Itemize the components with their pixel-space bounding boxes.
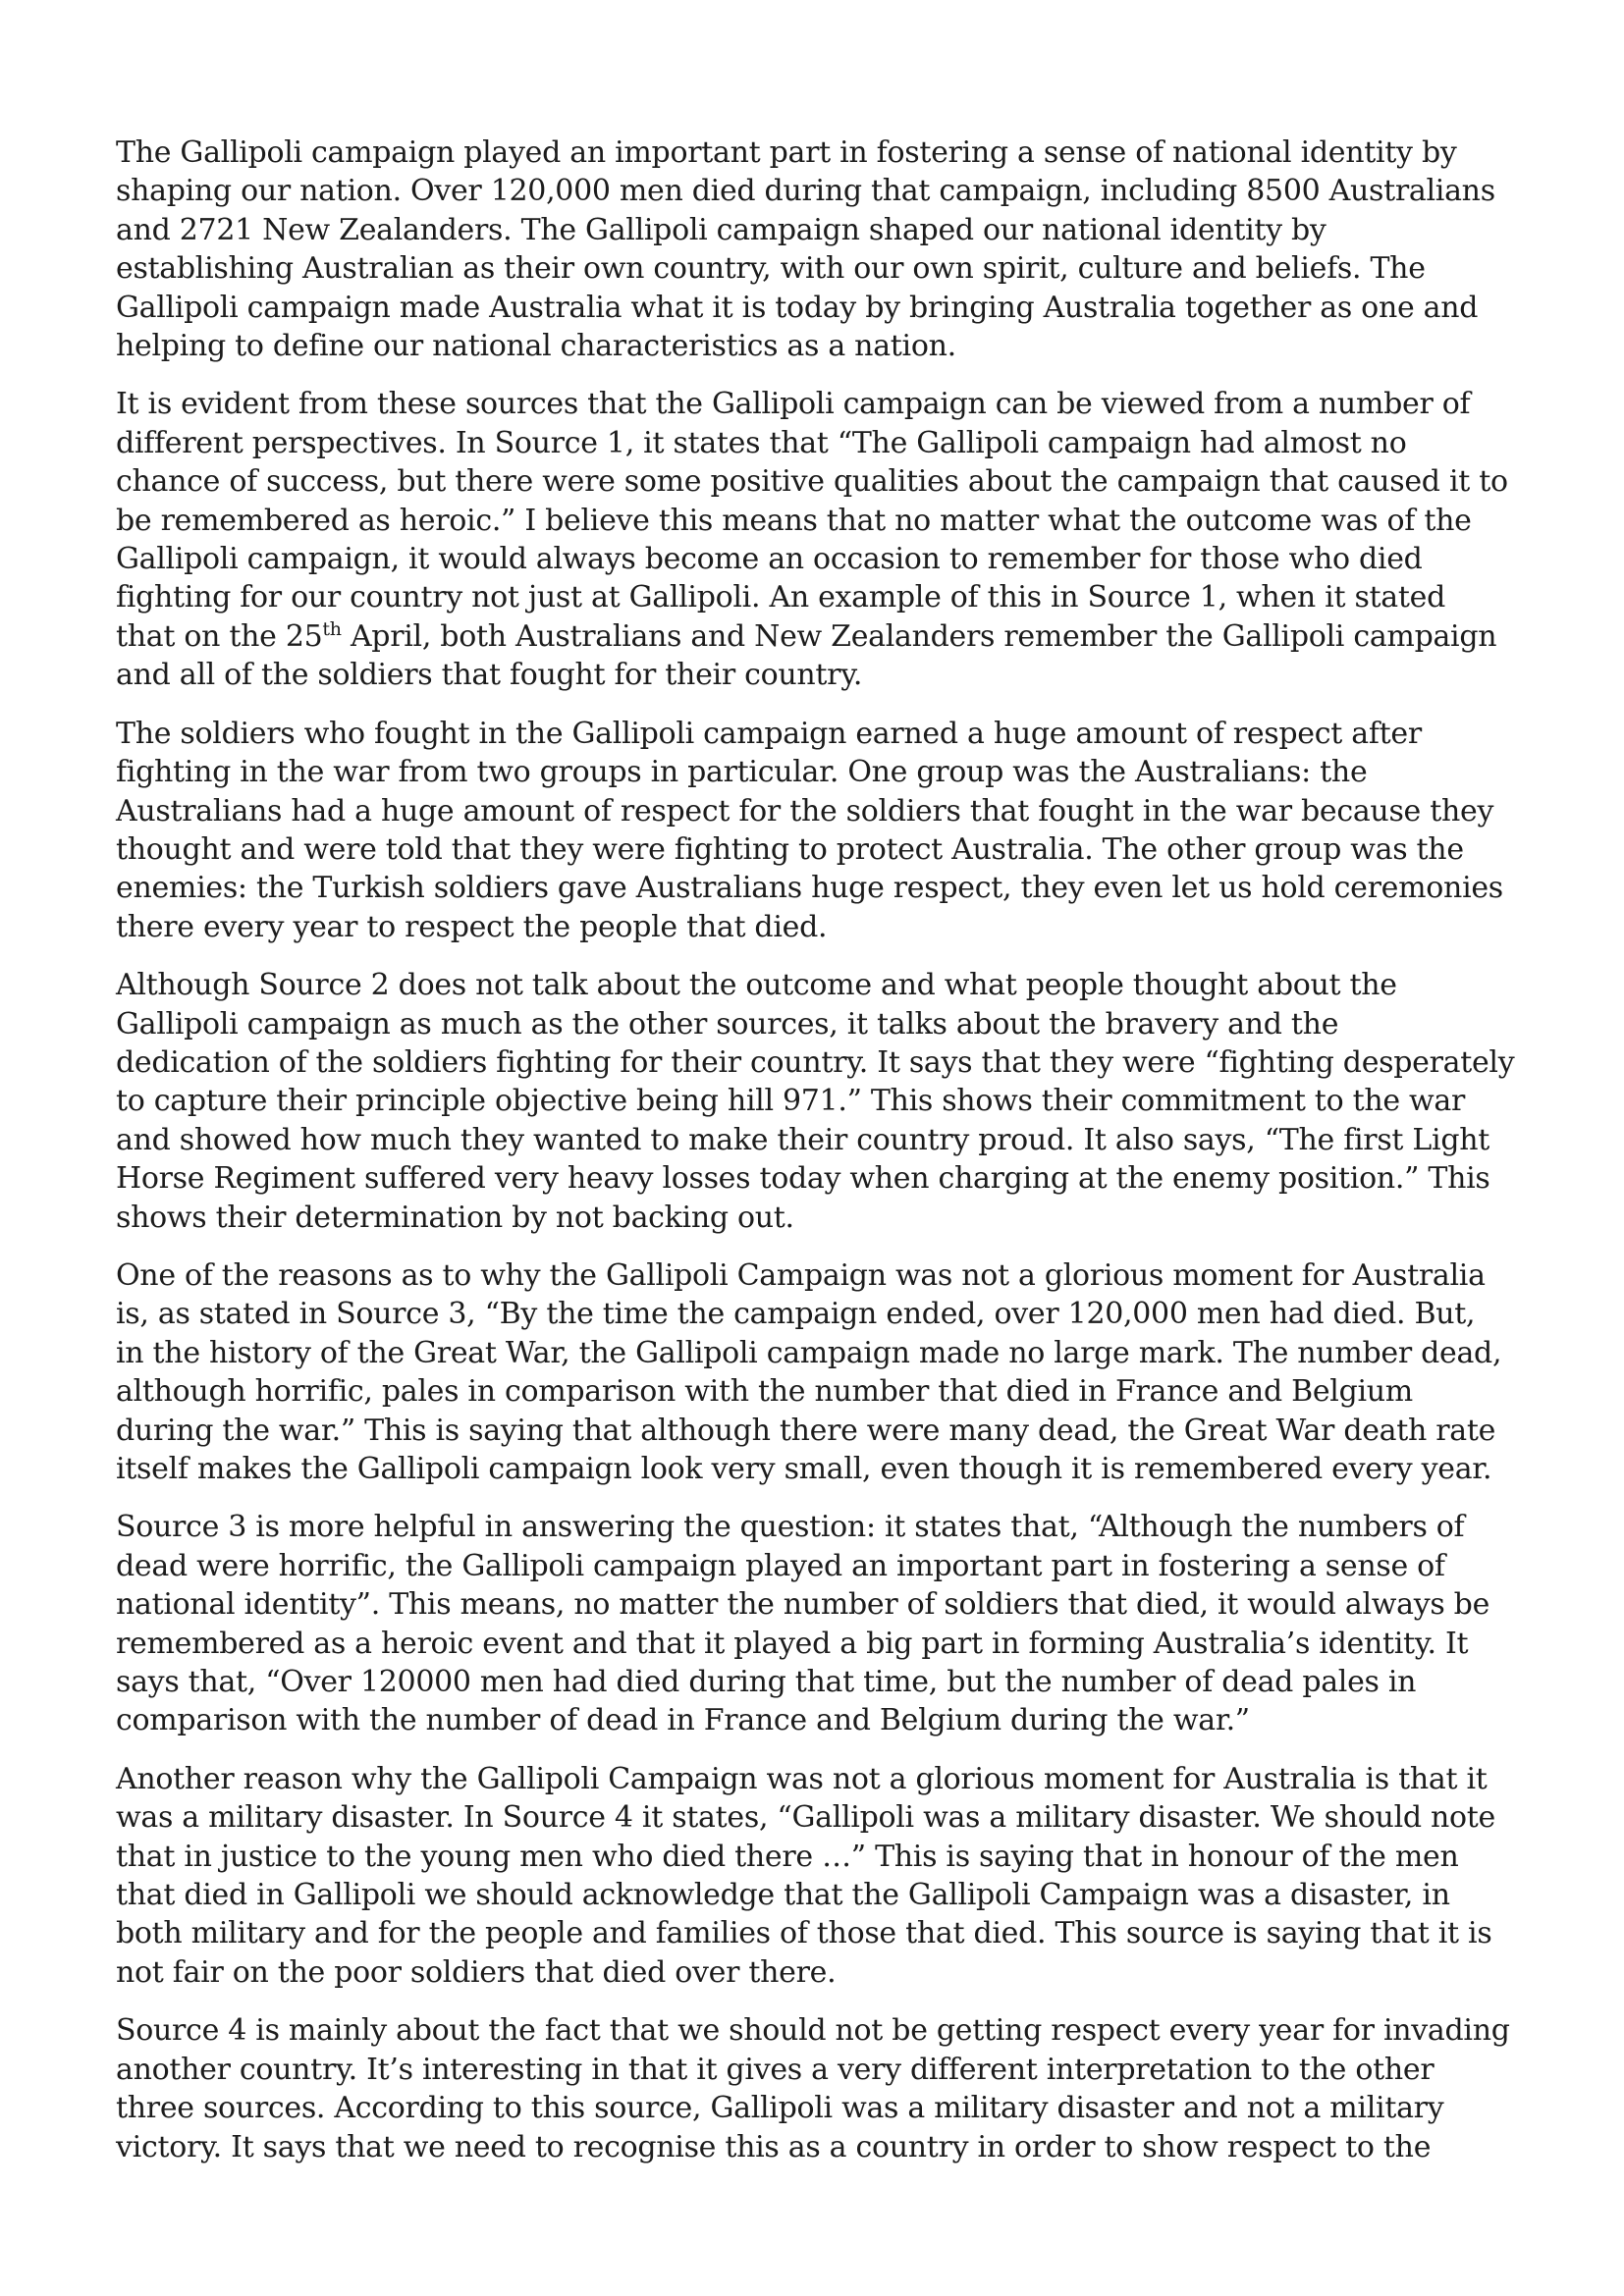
text-line: The Gallipoli campaign played an important part in fostering a sense of national identity by xyxy=(116,135,1457,170)
date-text-after: April, both Australians and New Zealanders remember the Gallipoli campaign xyxy=(341,618,1497,654)
text-line: thought and were told that they were fighting to protect Australia. The other group was the xyxy=(116,831,1464,867)
ordinal-suffix: th xyxy=(322,617,342,640)
text-line: Another reason why the Gallipoli Campaign was not a glorious moment for Australia is that it xyxy=(116,1761,1488,1796)
text-line: to capture their principle objective being hill 971.” This shows their commitment to the war xyxy=(116,1084,1466,1119)
text-line: It is evident from these sources that the Gallipoli campaign can be viewed from a number of xyxy=(116,387,1471,422)
text-line: that died in Gallipoli we should acknowledge that the Gallipoli Campaign was a disaster, in xyxy=(116,1878,1450,1913)
text-line: establishing Australian as their own country, with our own spirit, culture and beliefs. The xyxy=(116,251,1426,287)
paragraph-3 xyxy=(116,715,1530,946)
text-line: not fair on the poor soldiers that died over there. xyxy=(116,1954,837,1990)
text-line: both military and for the people and families of those that died. This source is saying that it is xyxy=(116,1916,1492,1951)
text-line: Horse Regiment suffered very heavy losses today when charging at the enemy position.” This xyxy=(116,1161,1490,1197)
text-line: fighting in the war from two groups in particular. One group was the Australians: the xyxy=(116,755,1368,790)
text-line: helping to define our national characteristics as a nation. xyxy=(116,329,956,364)
text-line: Australians had a huge amount of respect for the soldiers that fought in the war because they xyxy=(116,793,1494,828)
text-line: itself makes the Gallipoli campaign look very small, even though it is remembered every year. xyxy=(116,1452,1492,1486)
text-line: comparison with the number of dead in France and Belgium during the war.” xyxy=(116,1703,1250,1738)
text-line: fighting for our country not just at Gallipoli. An example of this in Source 1, when it stated xyxy=(116,580,1445,615)
text-line: was a military disaster. In Source 4 it states, “Gallipoli was a military disaster. We should note xyxy=(116,1800,1496,1836)
text-line: although horrific, pales in comparison with the number that died in France and Belgium xyxy=(116,1374,1413,1410)
paragraph-5 xyxy=(116,1256,1530,1488)
text-line: and 2721 New Zealanders. The Gallipoli campaign shaped our national identity by xyxy=(116,212,1326,247)
text-line: Gallipoli campaign, it would always become an occasion to remember for those who died xyxy=(116,542,1423,577)
text-line: Although Source 2 does not talk about the outcome and what people thought about the xyxy=(116,968,1397,1003)
date-text-before: that on the 25 xyxy=(116,618,323,654)
text-line: is, as stated in Source 3, “By the time the campaign ended, over 120,000 men had died. But, xyxy=(116,1297,1476,1332)
text-line: Source 3 is more helpful in answering the question: it states that, “Although the numbers of xyxy=(116,1510,1465,1545)
text-line: and all of the soldiers that fought for their country. xyxy=(116,658,863,693)
text-line: chance of success, but there were some positive qualities about the campaign that caused it to xyxy=(116,464,1508,500)
text-line: enemies: the Turkish soldiers gave Australians huge respect, they even let us hold ceremonies xyxy=(116,871,1503,906)
text-line: another country. It’s interesting in that it gives a very different interpretation to the other xyxy=(116,2052,1435,2087)
text-line: Gallipoli campaign made Australia what it is today by bringing Australia together as one and xyxy=(116,290,1479,325)
text-line: different perspectives. In Source 1, it states that “The Gallipoli campaign had almost no xyxy=(116,425,1407,460)
text-line: shaping our nation. Over 120,000 men died during that campaign, including 8500 Australians xyxy=(116,174,1495,209)
text-line: that in justice to the young men who died there …” This is saying that in honour of the men xyxy=(116,1839,1459,1874)
text-line: there every year to respect the people that died. xyxy=(116,909,828,944)
paragraph-6 xyxy=(116,1508,1530,1739)
document-page xyxy=(116,133,1530,2186)
text-line: victory. It says that we need to recognise this as a country in order to show respect to the xyxy=(116,2129,1432,2164)
text-line: One of the reasons as to why the Gallipoli Campaign was not a glorious moment for Australia xyxy=(116,1257,1486,1293)
text-line: three sources. According to this source, Gallipoli was a military disaster and not a military xyxy=(116,2091,1444,2126)
text-line: remembered as a heroic event and that it played a big part in forming Australia’s identity. It xyxy=(116,1626,1469,1661)
text-line: be remembered as heroic.” I believe this means that no matter what the outcome was of the xyxy=(116,503,1472,538)
paragraph-8 xyxy=(116,2011,1530,2166)
text-line: national identity”. This means, no matter the number of soldiers that died, it would always be xyxy=(116,1587,1490,1623)
text-line: The soldiers who fought in the Gallipoli campaign earned a huge amount of respect after xyxy=(116,716,1422,751)
paragraph-7 xyxy=(116,1760,1530,1992)
text-line: dedication of the soldiers fighting for their country. It says that they were “fighting desperately xyxy=(116,1044,1515,1080)
text-line: shows their determination by not backing out. xyxy=(116,1200,794,1235)
paragraph-2 xyxy=(116,385,1530,694)
text-line-date xyxy=(116,617,1530,656)
text-line: dead were horrific, the Gallipoli campaign played an important part in fostering a sense of xyxy=(116,1548,1445,1583)
paragraph-4 xyxy=(116,966,1530,1237)
text-line: says that, “Over 120000 men had died during that time, but the number of dead pales in xyxy=(116,1665,1417,1700)
text-line: Gallipoli campaign as much as the other sources, it talks about the bravery and the xyxy=(116,1006,1339,1041)
text-line: during the war.” This is saying that although there were many dead, the Great War death rate xyxy=(116,1413,1496,1448)
text-line: in the history of the Great War, the Gallipoli campaign made no large mark. The number dead, xyxy=(116,1335,1502,1370)
paragraph-1 xyxy=(116,133,1530,365)
text-line: Source 4 is mainly about the fact that we should not be getting respect every year for invading xyxy=(116,2013,1510,2049)
text-line: and showed how much they wanted to make their country proud. It also says, “The first Light xyxy=(116,1122,1490,1157)
